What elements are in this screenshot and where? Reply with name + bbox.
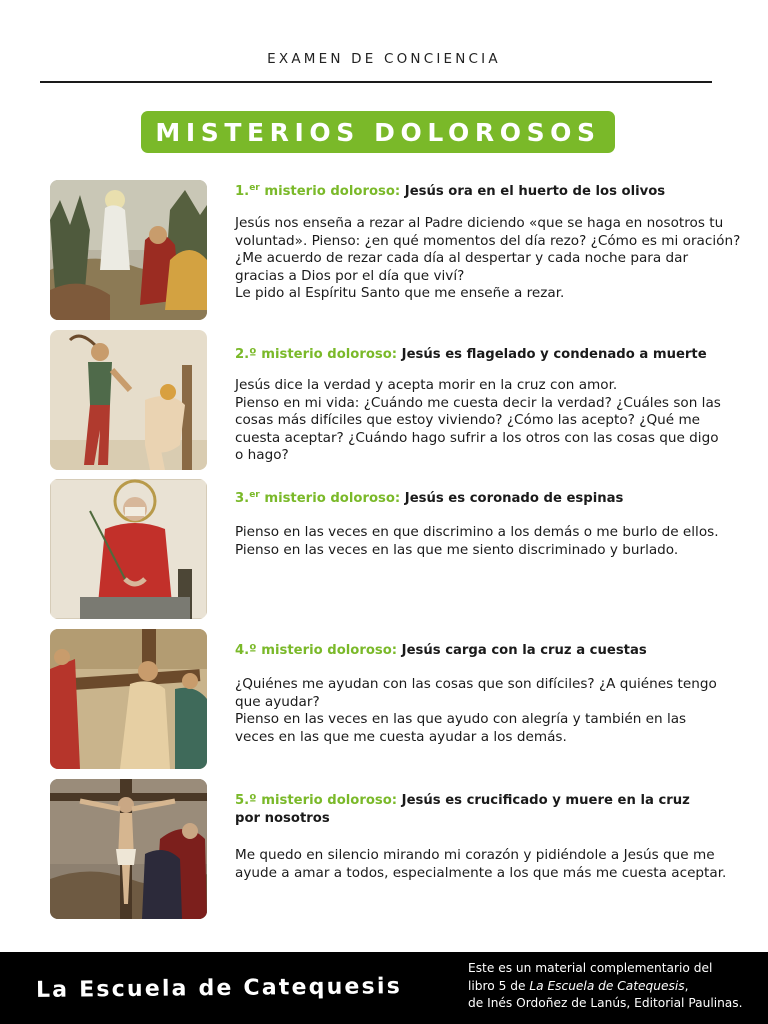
mystery-2-body bbox=[235, 377, 755, 465]
mystery-2-heading bbox=[235, 346, 755, 364]
mystery-5-line: Me quedo en silencio mirando mi corazón y pidiéndole a Jesús que me bbox=[235, 847, 715, 863]
mystery-5-title: Jesús es crucificado y muere en la cruz bbox=[401, 793, 690, 808]
mystery-4-line: Pienso en las veces en las que ayudo con alegría y también en las bbox=[235, 711, 687, 728]
mystery-3-painting bbox=[50, 479, 207, 619]
header-divider bbox=[40, 81, 712, 83]
mystery-3-title: Jesús es coronado de espinas bbox=[404, 491, 624, 506]
mystery-1-body bbox=[235, 215, 755, 303]
mystery-2-line: cuesta aceptar? ¿Cuándo hago sufrir a los otros con las cosas que digo bbox=[235, 429, 719, 446]
mystery-4-heading bbox=[235, 642, 755, 660]
mystery-3-ordinal: 3. bbox=[235, 491, 250, 506]
mystery-4-line: veces en las que me cuesta ayudar a los demás. bbox=[235, 728, 567, 745]
mystery-5-ordinal: 5.º bbox=[235, 793, 257, 808]
mystery-2-line: o hago? bbox=[235, 447, 289, 464]
mystery-1-line: voluntad». Pienso: ¿en qué momentos del día rezo? ¿Cómo es mi oración? bbox=[235, 232, 741, 249]
footer-note-line: de Inés Ordoñez de Lanús, Editorial Paulinas. bbox=[468, 996, 743, 1010]
mystery-1-title: Jesús ora en el huerto de los olivos bbox=[404, 184, 666, 199]
mystery-2-lead: misterio doloroso: bbox=[256, 347, 398, 362]
mystery-5-painting bbox=[50, 779, 207, 919]
mystery-2-line: Jesús dice la verdad y acepta morir en la cruz con amor. bbox=[235, 377, 618, 393]
mystery-2-line: cosas más difíciles que estoy viviendo? ¿Cómo las acepto? ¿Qué me bbox=[235, 412, 701, 429]
mystery-4-line: ¿Quiénes me ayudan con las cosas que son difíciles? ¿A quiénes tengo bbox=[235, 676, 717, 692]
mystery-2-title: Jesús es flagelado y condenado a muerte bbox=[401, 347, 707, 362]
footer bbox=[0, 952, 768, 1024]
footer-note-prefix: libro 5 de bbox=[468, 978, 530, 993]
mystery-3-line: Pienso en las veces en que discrimino a los demás o me burlo de ellos. bbox=[235, 524, 719, 540]
mystery-5-line: ayude a amar a todos, especialmente a los que más me cuesta aceptar. bbox=[235, 864, 727, 881]
mystery-4-painting bbox=[50, 629, 207, 769]
mystery-4-body bbox=[235, 676, 755, 746]
footer-note-suffix: , bbox=[684, 978, 689, 993]
mystery-5-body bbox=[235, 847, 755, 882]
banner-title: MISTERIOS DOLOROSOS bbox=[155, 117, 601, 147]
mystery-1-line: gracias a Dios por el día que viví? bbox=[235, 267, 465, 284]
mystery-1-line: Le pido al Espíritu Santo que me enseñe a rezar. bbox=[235, 285, 565, 302]
mystery-1-ordinal: 1. bbox=[235, 184, 250, 199]
mystery-1-line: Jesús nos enseña a rezar al Padre diciendo «que se haga en nosotros tu bbox=[235, 215, 724, 231]
footer-note-line: Este es un material complementario del bbox=[468, 961, 713, 975]
mystery-5-title-line2: por nosotros bbox=[235, 811, 330, 826]
mystery-2-line: Pienso en mi vida: ¿Cuándo me cuesta decir la verdad? ¿Cuáles son las bbox=[235, 394, 721, 411]
mystery-3-body bbox=[235, 524, 755, 559]
page-header-title: EXAMEN DE CONCIENCIA bbox=[267, 51, 501, 67]
mystery-4-line: que ayudar? bbox=[235, 693, 320, 710]
mystery-5-heading bbox=[235, 792, 755, 828]
mystery-4-lead: misterio doloroso: bbox=[256, 643, 398, 658]
mystery-4-title: Jesús carga con la cruz a cuestas bbox=[401, 643, 647, 658]
mystery-1-heading bbox=[235, 183, 755, 201]
mystery-4-ordinal: 4.º bbox=[235, 643, 257, 658]
book-title: La Escuela de Catequesis bbox=[529, 978, 685, 993]
mystery-3-ordinal-suffix: er bbox=[249, 490, 260, 500]
mystery-1-painting bbox=[50, 180, 207, 320]
mystery-1-ordinal-suffix: er bbox=[249, 183, 260, 193]
section-banner bbox=[141, 111, 615, 153]
mystery-2-painting bbox=[50, 330, 207, 470]
footer-note bbox=[468, 960, 763, 1013]
mystery-5-lead: misterio doloroso: bbox=[256, 793, 398, 808]
mystery-3-heading bbox=[235, 490, 755, 508]
mystery-3-lead: misterio doloroso: bbox=[259, 491, 401, 506]
brand-logo: La Escuela de Catequesis bbox=[35, 973, 403, 1003]
footer-note-line bbox=[468, 978, 763, 996]
mystery-1-lead: misterio doloroso: bbox=[259, 184, 401, 199]
mystery-3-line: Pienso en las veces en las que me siento discriminado y burlado. bbox=[235, 541, 679, 558]
mystery-1-line: ¿Me acuerdo de rezar cada día al despertar y cada noche para dar bbox=[235, 250, 689, 267]
mystery-2-ordinal: 2.º bbox=[235, 347, 257, 362]
